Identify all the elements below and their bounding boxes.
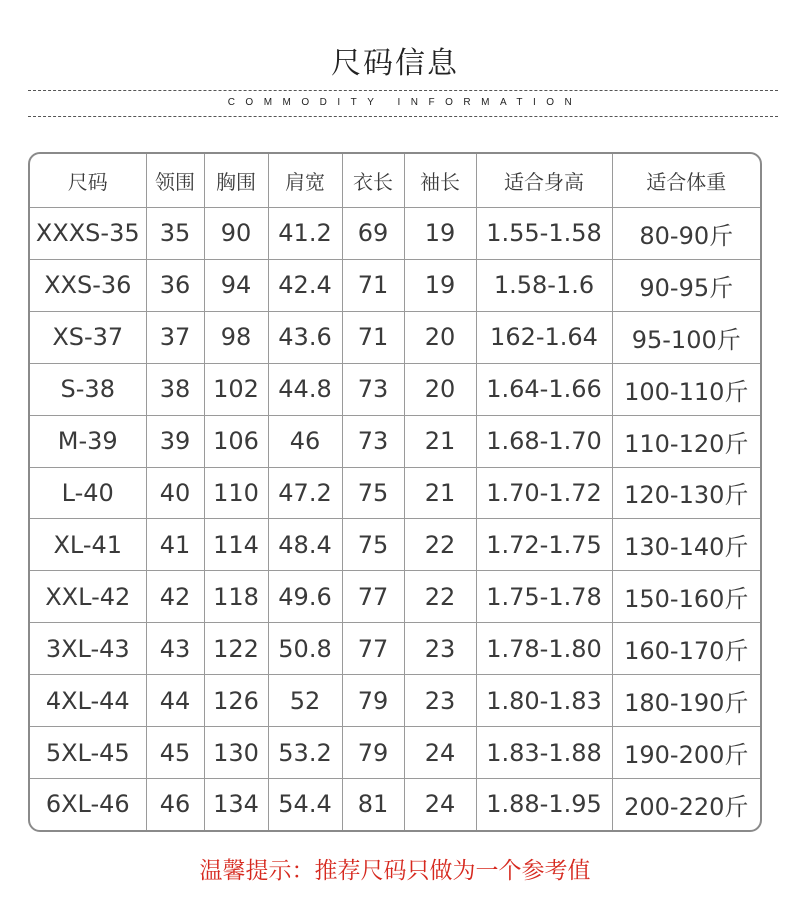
weight-cell: 110-120斤 <box>612 415 760 467</box>
weight-cell: 160-170斤 <box>612 623 760 675</box>
chest-cell: 98 <box>204 311 268 363</box>
column-header-collar: 领围 <box>146 154 204 208</box>
table-row <box>30 778 760 830</box>
sleeve-cell: 23 <box>404 623 476 675</box>
shoulder-cell: 49.6 <box>268 571 342 623</box>
weight-cell: 200-220斤 <box>612 778 760 830</box>
size-table <box>30 154 760 830</box>
table-row <box>30 623 760 675</box>
length-cell: 75 <box>342 467 404 519</box>
sleeve-cell: 21 <box>404 467 476 519</box>
collar-cell: 41 <box>146 519 204 571</box>
shoulder-cell: 44.8 <box>268 363 342 415</box>
page-subtitle: COMMODITY INFORMATION <box>227 97 583 108</box>
sleeve-cell: 19 <box>404 259 476 311</box>
shoulder-cell: 54.4 <box>268 778 342 830</box>
page-title: 尺码信息 <box>331 46 459 81</box>
shoulder-cell: 41.2 <box>268 208 342 260</box>
height-cell: 1.68-1.70 <box>476 415 612 467</box>
table-header-row <box>30 154 760 208</box>
sleeve-cell: 21 <box>404 415 476 467</box>
height-cell: 1.83-1.88 <box>476 727 612 779</box>
length-cell: 71 <box>342 259 404 311</box>
collar-cell: 46 <box>146 778 204 830</box>
sleeve-cell: 24 <box>404 727 476 779</box>
chest-cell: 126 <box>204 675 268 727</box>
size-tip-note: 温馨提示：推荐尺码只做为一个参考值 <box>199 858 591 884</box>
collar-cell: 42 <box>146 571 204 623</box>
dashed-divider-bottom <box>28 116 778 117</box>
chest-cell: 110 <box>204 467 268 519</box>
size-cell: XXS-36 <box>30 259 146 311</box>
length-cell: 75 <box>342 519 404 571</box>
weight-cell: 95-100斤 <box>612 311 760 363</box>
collar-cell: 40 <box>146 467 204 519</box>
table-row <box>30 363 760 415</box>
shoulder-cell: 42.4 <box>268 259 342 311</box>
height-cell: 1.58-1.6 <box>476 259 612 311</box>
column-header-sleeve: 袖长 <box>404 154 476 208</box>
length-cell: 77 <box>342 571 404 623</box>
size-cell: XS-37 <box>30 311 146 363</box>
length-cell: 81 <box>342 778 404 830</box>
length-cell: 79 <box>342 727 404 779</box>
weight-cell: 130-140斤 <box>612 519 760 571</box>
collar-cell: 45 <box>146 727 204 779</box>
shoulder-cell: 52 <box>268 675 342 727</box>
height-cell: 1.64-1.66 <box>476 363 612 415</box>
size-cell: XXXS-35 <box>30 208 146 260</box>
length-cell: 71 <box>342 311 404 363</box>
sleeve-cell: 23 <box>404 675 476 727</box>
collar-cell: 37 <box>146 311 204 363</box>
weight-cell: 150-160斤 <box>612 571 760 623</box>
size-cell: 3XL-43 <box>30 623 146 675</box>
column-header-shoulder: 肩宽 <box>268 154 342 208</box>
collar-cell: 44 <box>146 675 204 727</box>
dashed-divider-top <box>28 90 778 91</box>
height-cell: 1.78-1.80 <box>476 623 612 675</box>
weight-cell: 180-190斤 <box>612 675 760 727</box>
size-cell: 5XL-45 <box>30 727 146 779</box>
weight-cell: 120-130斤 <box>612 467 760 519</box>
size-cell: S-38 <box>30 363 146 415</box>
chest-cell: 114 <box>204 519 268 571</box>
length-cell: 79 <box>342 675 404 727</box>
shoulder-cell: 47.2 <box>268 467 342 519</box>
shoulder-cell: 53.2 <box>268 727 342 779</box>
column-header-size: 尺码 <box>30 154 146 208</box>
height-cell: 1.75-1.78 <box>476 571 612 623</box>
table-row <box>30 571 760 623</box>
chest-cell: 94 <box>204 259 268 311</box>
table-row <box>30 467 760 519</box>
chest-cell: 134 <box>204 778 268 830</box>
table-row <box>30 259 760 311</box>
collar-cell: 38 <box>146 363 204 415</box>
chest-cell: 102 <box>204 363 268 415</box>
weight-cell: 90-95斤 <box>612 259 760 311</box>
size-cell: 6XL-46 <box>30 778 146 830</box>
shoulder-cell: 48.4 <box>268 519 342 571</box>
shoulder-cell: 46 <box>268 415 342 467</box>
sleeve-cell: 22 <box>404 571 476 623</box>
length-cell: 73 <box>342 415 404 467</box>
length-cell: 69 <box>342 208 404 260</box>
chest-cell: 90 <box>204 208 268 260</box>
chest-cell: 118 <box>204 571 268 623</box>
collar-cell: 36 <box>146 259 204 311</box>
length-cell: 77 <box>342 623 404 675</box>
size-cell: 4XL-44 <box>30 675 146 727</box>
table-body <box>30 208 760 831</box>
chest-cell: 106 <box>204 415 268 467</box>
table-row <box>30 208 760 260</box>
table-row <box>30 311 760 363</box>
weight-cell: 190-200斤 <box>612 727 760 779</box>
sleeve-cell: 20 <box>404 363 476 415</box>
height-cell: 1.72-1.75 <box>476 519 612 571</box>
height-cell: 1.55-1.58 <box>476 208 612 260</box>
table-row <box>30 727 760 779</box>
table-row <box>30 675 760 727</box>
column-header-chest: 胸围 <box>204 154 268 208</box>
table-row <box>30 415 760 467</box>
weight-cell: 100-110斤 <box>612 363 760 415</box>
shoulder-cell: 43.6 <box>268 311 342 363</box>
sleeve-cell: 20 <box>404 311 476 363</box>
height-cell: 1.80-1.83 <box>476 675 612 727</box>
sleeve-cell: 22 <box>404 519 476 571</box>
column-header-weight: 适合体重 <box>612 154 760 208</box>
sleeve-cell: 24 <box>404 778 476 830</box>
size-cell: M-39 <box>30 415 146 467</box>
column-header-height: 适合身高 <box>476 154 612 208</box>
shoulder-cell: 50.8 <box>268 623 342 675</box>
chest-cell: 122 <box>204 623 268 675</box>
height-cell: 162-1.64 <box>476 311 612 363</box>
size-cell: XXL-42 <box>30 571 146 623</box>
table-row <box>30 519 760 571</box>
length-cell: 73 <box>342 363 404 415</box>
height-cell: 1.88-1.95 <box>476 778 612 830</box>
collar-cell: 43 <box>146 623 204 675</box>
column-header-length: 衣长 <box>342 154 404 208</box>
size-cell: L-40 <box>30 467 146 519</box>
size-cell: XL-41 <box>30 519 146 571</box>
height-cell: 1.70-1.72 <box>476 467 612 519</box>
collar-cell: 39 <box>146 415 204 467</box>
weight-cell: 80-90斤 <box>612 208 760 260</box>
chest-cell: 130 <box>204 727 268 779</box>
sleeve-cell: 19 <box>404 208 476 260</box>
collar-cell: 35 <box>146 208 204 260</box>
size-table-container <box>28 152 762 832</box>
